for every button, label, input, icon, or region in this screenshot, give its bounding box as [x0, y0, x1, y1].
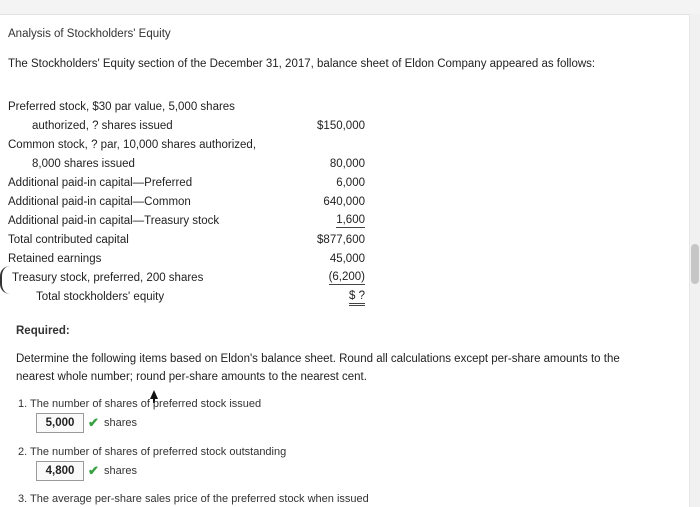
answer-unit: shares	[104, 417, 138, 429]
equity-row-label: Common stock, ? par, 10,000 shares authorized,	[8, 139, 257, 151]
equity-row-value: 640,000	[323, 196, 365, 208]
equity-row-value: $ ?	[349, 290, 365, 306]
equity-row-value: $150,000	[317, 120, 365, 132]
equity-row-label: Preferred stock, $30 par value, 5,000 shares	[8, 101, 235, 113]
question-2: 2. The number of shares of preferred stock outstanding	[18, 446, 287, 458]
equity-row-label: Total contributed capital	[8, 234, 129, 246]
equity-row-label: authorized, ? shares issued	[32, 120, 173, 132]
required-instructions: Determine the following items based on Eldon's balance sheet. Round all calculations except per-share amounts to the nearest whole number; round per-share amounts to the nearest cent.	[16, 353, 620, 383]
check-icon: ✔	[88, 463, 99, 478]
equity-row-value: 45,000	[329, 253, 365, 265]
equity-row-label: Additional paid-in capital—Treasury stock	[8, 215, 220, 227]
page-title: Analysis of Stockholders' Equity	[8, 28, 171, 40]
question-1: 1. The number of shares of preferred stock issued	[18, 398, 262, 410]
equity-row-value: 6,000	[336, 177, 365, 189]
check-icon: ✔	[88, 415, 99, 430]
equity-row-value: $877,600	[317, 234, 365, 246]
equity-row-label: 8,000 shares issued	[32, 158, 135, 170]
equity-row-value: (6,200)	[328, 271, 365, 283]
scrollbar-thumb[interactable]	[691, 244, 699, 284]
equity-row-label: Total stockholders' equity	[36, 291, 165, 303]
equity-row-label: Additional paid-in capital—Preferred	[8, 177, 193, 189]
equity-row-label: Retained earnings	[8, 253, 102, 265]
answer-input-1[interactable]: 5,000	[36, 413, 84, 433]
equity-row-value: 80,000	[329, 158, 365, 170]
equity-row-value: 1,600	[336, 214, 365, 226]
scrollbar[interactable]	[689, 14, 700, 507]
required-heading: Required:	[16, 325, 70, 337]
top-bar	[0, 0, 700, 15]
bracket-mark	[0, 266, 10, 294]
question-3: 3. The average per-share sales price of the preferred stock when issued	[18, 493, 369, 505]
equity-row-label: Additional paid-in capital—Common	[8, 196, 191, 208]
intro-text: The Stockholders' Equity section of the December 31, 2017, balance sheet of Eldon Company appeared as follows:	[8, 58, 596, 70]
equity-row-label: Treasury stock, preferred, 200 shares	[12, 272, 204, 284]
answer-input-2[interactable]: 4,800	[36, 461, 84, 481]
answer-unit: shares	[104, 465, 138, 477]
